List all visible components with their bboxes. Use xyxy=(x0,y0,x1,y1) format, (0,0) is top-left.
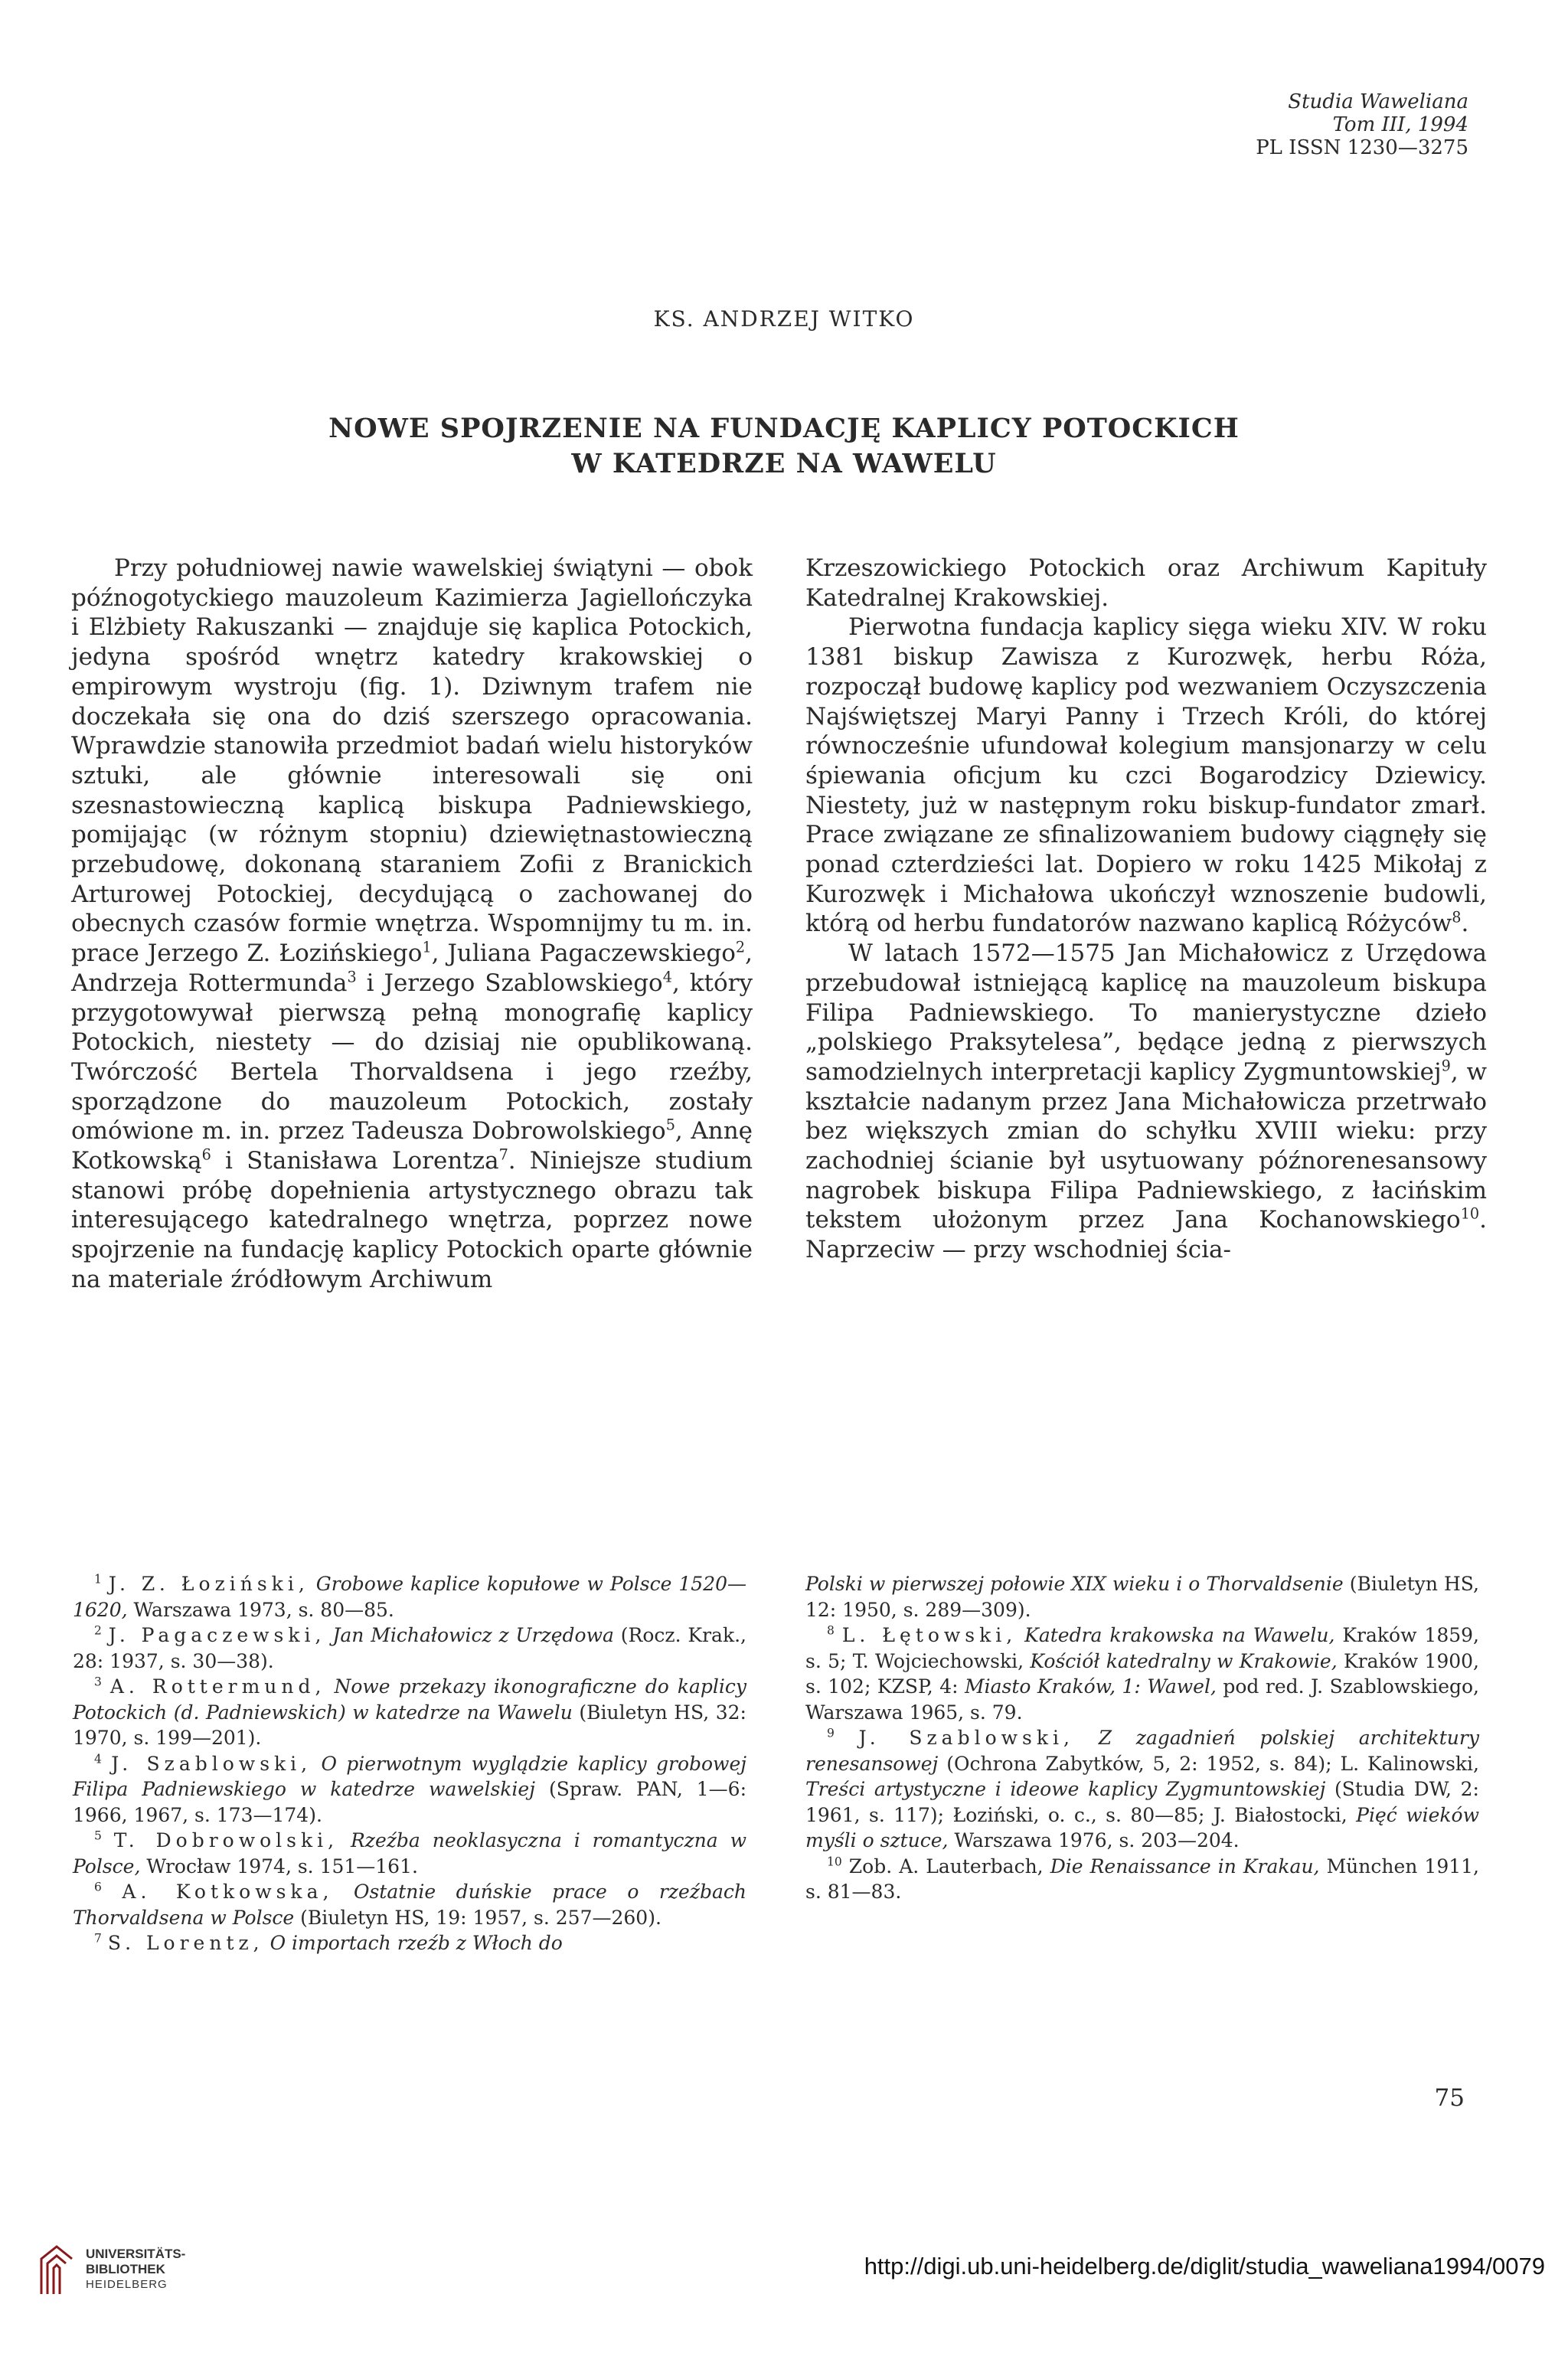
journal-issn: PL ISSN 1230—3275 xyxy=(1256,136,1468,159)
journal-volume: Tom III, 1994 xyxy=(1332,113,1468,136)
title-line-2: W KATEDRZE NA WAWELU xyxy=(571,448,997,479)
footnote: $^{10}$ Zob. A. Lauterbach, Die Renaissance in Krakau, München 1911, s. 81—83. xyxy=(805,1855,1479,1903)
paragraph: Krzeszowickiego Potockich oraz Archiwum Kapituły Katedralnej Krakowskiej. xyxy=(805,554,1487,612)
footnote: $^8$ L. Łętowski, Katedra krakowska na Wawelu, Kraków 1859, s. 5; T. Wojciechowski, Kościół katedralny w Krakowie, Kraków 1900, s. 102; KZSP, 4: Miasto Kraków, 1: Wawel, pod red. J. Szablowskiego, Warszawa 1965, s. 79. xyxy=(805,1623,1480,1724)
footnote: Polski w pierwszej połowie XIX wieku i o Thorvaldsenie (Biuletyn HS, 12: 1950, s. 289—309). xyxy=(805,1573,1479,1621)
paragraph: W latach 1572—1575 Jan Michałowicz z Urzędowa przebudował istniejącą kaplicę na mauzoleum biskupa Filipa Padniewskiego. To manierystyczne dzieło „polskiego Praksytelesa”, będące jedną z pierwszych samodzielnych interpretacji kaplicy Zygmuntowskiej$^9$, w kształcie nadanym przez Jana Michałowicza przetrwało bez większych zmian do schyłku XVIII wieku: przy zachodniej ścianie był usytuowany późnorenesansowy nagrobek biskupa Filipa Padniewskiego, z łacińskim tekstem ułożonym przez Jana Kochanowskiego$^{10}$. Naprzeciw — przy wschodniej ścia- xyxy=(805,940,1487,1264)
footnote-ref: 7 xyxy=(498,1145,508,1164)
paragraph: Przy południowej nawie wawelskiej świątyni — obok późnogotyckiego mauzoleum Kazimierza Jagiellończyka i Elżbiety Rakuszanki — znajduje się kaplica Potockich, jedyna spośród wnętrz katedry krakowskiej o empirowym wystroju (fig. 1). Dziwnym trafem nie doczekała się ona do dziś szerszego opracowania. Wprawdzie stanowiła przedmiot badań wielu historyków sztuki, ale głównie interesowali się oni szesnastowieczną kaplicą biskupa Padniewskiego, pomijając (w różnym stopniu) dziewiętnastowieczną przebudowę, dokonaną staraniem Zofii z Branickich Arturowej Potockiej, decydującą o zachowanej do obecnych czasów formie wnętrza. Wspomnijmy tu m. in. prace Jerzego Z. Łozińskiego$^1$, Juliana Pagaczewskiego$^2$, Andrzeja Rottermunda$^3$ i Jerzego Szablowskiego$^4$, który przygotowywał pierwszą pełną monografię kaplicy Potockich, niestety — do dzisiaj nie opublikowaną. Twórczość Bertela Thorvaldsena i jego rzeźby, sporządzone do mauzoleum Potockich, zostały omówione m. in. przez Tadeusza Dobrowolskiego$^5$, Annę Kotkowską$^6$ i Stanisława Lorentza$^7$. Niniejsze studium stanowi próbę dopełnienia artystycznego obrazu tak interesującego katedralnego wnętrza, poprzez nowe spojrzenie na fundację kaplicy Potockich oparte głównie na materiale źródłowym Archiwum xyxy=(71,554,753,1293)
footnote: $^9$ J. Szablowski, Z zagadnień polskiej architektury renesansowej (Ochrona Zabytków, 5, 2: 1952, s. 84); L. Kalinowski, Treści artystyczne i ideowe kaplicy Zygmuntowskiej (Studia DW, 2: 1961, s. 117); Łoziński, o. c., s. 80—85; J. Białostocki, Pięć wieków myśli o sztuce, Warszawa 1976, s. 203—204. xyxy=(805,1726,1479,1851)
footnote: $^7$ S. Lorentz, O importach rzeźb z Włoch do xyxy=(94,1931,563,1954)
footnote: $^6$ A. Kotkowska, Ostatnie duńskie prace o rzeźbach Thorvaldsena w Polsce (Biuletyn HS, 19: 1957, s. 257—260). xyxy=(73,1880,746,1929)
footnote-ref: 1 xyxy=(422,938,432,956)
paragraph: Pierwotna fundacja kaplicy sięga wieku XIV. W roku 1381 biskup Zawisza z Kurozwęk, herbu Róża, rozpoczął budowę kaplicy pod wezwaniem Oczyszczenia Najświętszej Maryi Panny i Trzech Króli, do której równocześnie ufundował kolegium mansjonarzy w celu śpiewania oficjum ku czci Bogarodzicy Dziewicy. Niestety, już w następnym roku biskup-fundator zmarł. Prace związane ze sfinalizowaniem budowy ciągnęły się ponad czterdzieści lat. Dopiero w roku 1425 Mikołaj z Kurozwęk i Michałowa ukończył wznoszenie budowli, którą od herbu fundatorów nazwano kaplicą Różyców$^8$. xyxy=(805,613,1487,938)
article-author: KS. ANDRZEJ WITKO xyxy=(653,306,915,332)
article-title xyxy=(0,411,1568,482)
footnote-ref: 2 xyxy=(735,938,746,956)
page-number: 75 xyxy=(1434,2084,1465,2112)
footnote: $^3$ A. Rottermund, Nowe przekazy ikonograficzne do kaplicy Potockich (d. Padniewskich) w katedrze na Wawelu (Biuletyn HS, 32: 1970, s. 199—201). xyxy=(73,1675,746,1749)
journal-name: Studia Waweliana xyxy=(1288,90,1468,113)
footnote-ref: 3 xyxy=(347,968,357,986)
ub-heidelberg-logo-icon xyxy=(38,2244,75,2297)
footnote-ref: 4 xyxy=(662,968,672,986)
library-name: UNIVERSITÄTS- BIBLIOTHEK HEIDELBERG xyxy=(86,2247,186,2291)
journal-header xyxy=(1256,90,1468,159)
footnote-ref: 8 xyxy=(1452,909,1462,927)
source-url-link[interactable]: http://digi.ub.uni-heidelberg.de/diglit/studia_waweliana1994/0079 xyxy=(864,2253,1545,2279)
footnote: $^4$ J. Szablowski, O pierwotnym wyglądzie kaplicy grobowej Filipa Padniewskiego w katedrze wawelskiej (Spraw. PAN, 1—6: 1966, 1967, s. 173—174). xyxy=(73,1752,746,1826)
footnote: $^1$ J. Z. Łoziński, Grobowe kaplice kopułowe w Polsce 1520—1620, Warszawa 1973, s. 80—85. xyxy=(73,1572,747,1621)
footnotes-right xyxy=(805,1571,1479,1905)
footnote-ref: 9 xyxy=(1441,1057,1451,1075)
body-column-left xyxy=(71,554,753,1295)
footnote-ref: 5 xyxy=(665,1116,675,1135)
footnotes-left xyxy=(73,1571,746,1956)
title-line-1: NOWE SPOJRZENIE NA FUNDACJĘ KAPLICY POTOCKICH xyxy=(328,413,1240,444)
footnote-ref: 10 xyxy=(1460,1205,1480,1224)
body-column-right xyxy=(805,554,1487,1265)
footnote: $^5$ T. Dobrowolski, Rzeźba neoklasyczna i romantyczna w Polsce, Wrocław 1974, s. 151—161. xyxy=(73,1828,746,1877)
footnote-ref: 6 xyxy=(201,1145,211,1164)
footnote: $^2$ J. Pagaczewski, Jan Michałowicz z Urzędowa (Rocz. Krak., 28: 1937, s. 30—38). xyxy=(73,1623,747,1672)
